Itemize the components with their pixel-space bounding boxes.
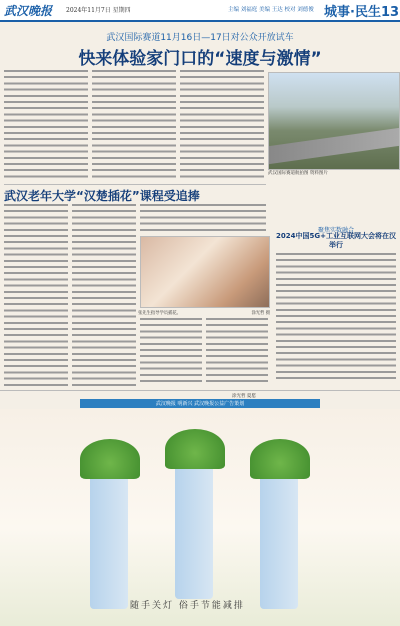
story3-headline: 2024中国5G+工业互联网大会将在汉举行 <box>276 232 396 249</box>
sprout-right-icon <box>250 439 310 479</box>
story2-headline: 武汉老年大学“汉楚插花”课程受追捧 <box>4 189 200 203</box>
flower-photo-caption-text: 张先生指导学员插花。 <box>138 311 181 316</box>
story2-column-2 <box>72 204 136 386</box>
editor-credits: 主编 刘福庭 美编 王达 校对 刘德俊 <box>228 7 314 13</box>
sprout-left-icon <box>80 439 140 479</box>
story2-column-5 <box>206 318 268 386</box>
story1-headline: 快来体验家门口的“速度与激情” <box>78 49 322 69</box>
ad-slogan: 随手关灯 俗手节能减排 <box>130 601 245 611</box>
section-divider <box>4 184 266 185</box>
ad-credits-bar: 武汉晚报 明新兴 武汉晚报公益广告策划 <box>80 399 320 408</box>
story1-column-3 <box>180 70 264 180</box>
public-service-ad <box>0 409 400 626</box>
flower-arranging-photo <box>140 236 270 308</box>
flower-photo-caption <box>138 310 270 316</box>
sprout-mid-icon <box>165 429 225 469</box>
racetrack-photo-caption: 武汉国际赛道航拍图 资料图片 <box>268 171 328 176</box>
story1-kicker: 武汉国际赛道11月16日—17日对公众开放试车 <box>106 33 294 43</box>
issue-date: 2024年11月7日 星期四 <box>66 7 131 14</box>
newspaper-logo: 武汉晚报 <box>4 4 53 18</box>
ad-separator <box>0 390 400 391</box>
racetrack-photo <box>268 72 400 170</box>
section-title: 城事·民生13 <box>324 5 400 20</box>
story2-column-4 <box>140 318 202 386</box>
hand-left <box>90 459 128 609</box>
story2-column-1 <box>4 204 68 386</box>
hand-right <box>260 459 298 609</box>
story3-kicker: 聚焦实数融合 <box>317 227 354 234</box>
story3-editor: 涂光哲 夏愿 <box>232 394 256 399</box>
story3-column-1 <box>276 253 396 383</box>
story2-column-3 <box>140 204 266 234</box>
flower-photo-credit: 涂光哲 摄 <box>251 311 270 316</box>
hand-mid <box>175 449 213 599</box>
story1-column-2 <box>92 70 176 180</box>
story1-column-1 <box>4 70 88 180</box>
